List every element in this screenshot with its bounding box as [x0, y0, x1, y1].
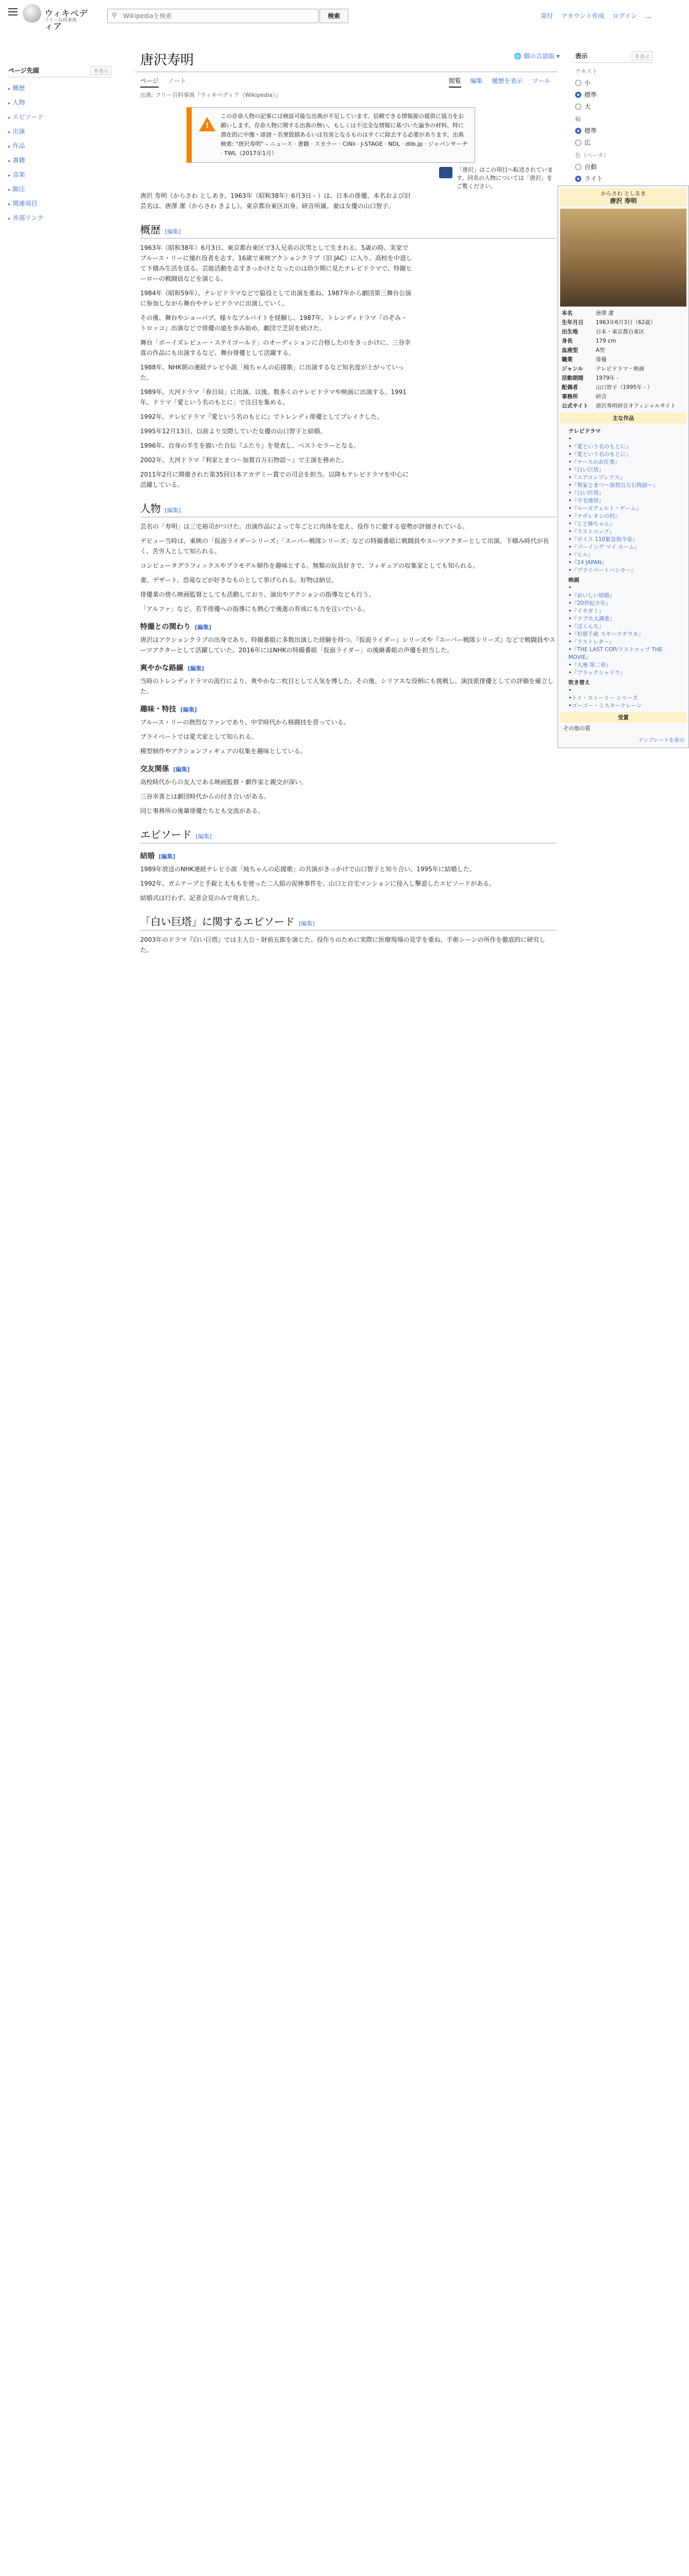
wikipedia-logo[interactable] — [23, 4, 90, 32]
toc-item[interactable] — [8, 197, 111, 211]
tab-history[interactable]: 履歴を表示 — [492, 77, 523, 84]
paragraph: 同じ事務所の後輩俳優たちとも交流がある。 — [140, 807, 264, 815]
work-link[interactable]: • 『ナースのお仕事』 — [568, 459, 684, 466]
paragraph: 1963年（昭和38年）6月3日、東京都台東区で3人兄弟の次男として生まれる。5歳の時、実家でブルース・リーに憧れ役者を志す。16歳で東映アクションクラブ（旧 JAC）に入り、高校を中退して下積み生活を送る。芸能活動を志すきっかけとなったのは幼少期に見たテレビドラマで、特撮ヒーローの戦闘員などを演じる。 — [140, 244, 412, 282]
citation-warning-text: この存命人物の記事には検証可能な出典が不足しています。信頼できる情報源の提供に協力をお願いします。存命人物に関する出典の無い、もしくは不完全な情報に基づいた論争の材料、特に潜在的に中傷・誹謗・名誉毀損あるいは有害となるものはすぐに除去する必要があります。出典検索: "唐沢寿明" – ニュース · 書籍 · スカラー · CiNii · J-STAGE · NDL · dlib.jp · ジャパンサーチ · TWL（2017年1月） — [221, 113, 468, 157]
works-voice-list — [568, 687, 684, 710]
paragraph: コンピュータグラフィックスやプラモデル制作を趣味とする。無類の玩具好きで、フィギュアの収集家としても知られる。 — [140, 562, 479, 569]
work-link[interactable]: • 『プライベートバンカー』 — [568, 567, 684, 574]
infobox-key: 生年月日 — [562, 319, 583, 326]
tab-read[interactable]: 閲覧 — [449, 77, 461, 88]
tagline: 出典: フリー百科事典『ウィキペディア（Wikipedia）』 — [140, 92, 281, 98]
work-link[interactable]: • 『愛という名のもとに』 — [568, 451, 684, 459]
radio-label: 大 — [584, 103, 591, 110]
infobox-row — [560, 364, 686, 374]
hobby-paragraphs — [135, 717, 551, 756]
toc-item[interactable] — [8, 182, 111, 197]
radio-icon — [575, 164, 581, 170]
work-link[interactable]: • 『ラストコップ』 — [568, 528, 684, 536]
paragraph: 妻、デザート、恐竜などが好きなものとして挙げられる。好物は納豆。 — [140, 577, 338, 584]
toc-item-label: 作品 — [12, 142, 25, 149]
main-menu-icon[interactable] — [8, 8, 18, 15]
work-link[interactable]: • • 『おいしい結婚』 — [568, 592, 684, 600]
appearance-title: 表示 — [575, 53, 588, 60]
infobox-table — [560, 309, 686, 411]
radio-label: 広 — [584, 139, 591, 146]
toc-list — [8, 81, 111, 226]
works-tv-label: テレビドラマ — [568, 428, 601, 434]
infobox-row — [560, 383, 686, 392]
infobox-value: 俳優 — [596, 357, 607, 363]
paragraph: 「アルファ」など、若手俳優への指導にも熱心で後進の育成にも力を注いでいる。 — [140, 605, 369, 613]
radio-option[interactable] — [575, 126, 652, 135]
infobox-row — [560, 401, 686, 411]
work-link[interactable]: • 『エアコンブレアス』 — [568, 474, 684, 482]
paragraph: 1988年、NHK朝の連続テレビ小説「純ちゃんの応援歌」に出演するなど知名度が上がっていった。 — [140, 364, 405, 381]
paragraph: その後、舞台やショーパブ、様々なアルバイトを経験し、1987年、トレンディドラマ『のぞみ・トロッコ』出演などで俳優の道を歩み始め、劇団で芝居を続けた。 — [140, 314, 408, 332]
chevron-right-icon: ▸ — [8, 87, 11, 92]
section-hobby: 趣味・特技 [編集] — [140, 705, 197, 714]
search-icon: ⚲ — [112, 12, 117, 20]
radio-label: 標準 — [584, 127, 597, 134]
search-box[interactable] — [107, 9, 318, 23]
toc-item-label: 概歴 — [12, 84, 25, 92]
paragraph: 1984年（昭和59年）、テレビドラマなどで脇役として出演を重ね、1987年から劇団第三舞台公演に参加しながら舞台やテレビドラマに出演していく。 — [140, 290, 412, 307]
chevron-right-icon: ▸ — [8, 173, 11, 178]
radio-option[interactable] — [575, 78, 652, 87]
radio-icon — [575, 128, 581, 134]
infobox-value: 日本・東京都台東区 — [596, 329, 645, 335]
radio-icon — [575, 176, 581, 182]
work-link[interactable]: • 『利家とまつ〜加賀百万石物語〜』 — [568, 482, 684, 489]
chevron-right-icon: ▸ — [8, 130, 11, 135]
section-history: 概歴 [編集] — [140, 222, 557, 239]
language-button[interactable]: 🌐 個の言語版 ▾ — [514, 53, 560, 60]
infobox-value: 1963年6月3日（62歳） — [596, 319, 656, 326]
disambiguation-text: 「唐沢」はこの項目へ転送されています。同名の人物については「唐沢」をご覧ください。 — [457, 166, 553, 190]
infobox-row — [560, 346, 686, 355]
work-link[interactable]: • • 『愛という名のもとに』 — [568, 443, 684, 451]
chevron-right-icon: ▸ — [8, 144, 11, 149]
user-links — [534, 11, 651, 20]
chevron-right-icon: ▸ — [8, 101, 11, 106]
appearance-hide-button[interactable]: 非表示 — [632, 52, 652, 60]
logo-title: ウィキペディア — [44, 9, 88, 32]
work-link[interactable]: • 『ラストレター』 — [568, 638, 684, 646]
toc-header — [8, 66, 111, 77]
section-person: 人物 [編集] — [140, 500, 557, 517]
infobox-key: ジャンル — [562, 366, 583, 372]
toc-item-label: 人物 — [12, 99, 25, 106]
radio-icon — [575, 92, 581, 98]
disambiguation-note — [439, 166, 558, 191]
radio-label: 標準 — [584, 91, 597, 98]
language-button-label: 個の言語版 — [524, 53, 555, 60]
chevron-right-icon: ▸ — [8, 188, 11, 193]
color-label: 色（ベータ） — [575, 152, 609, 159]
appearance-header — [575, 52, 652, 63]
infobox-row — [560, 355, 686, 364]
section-tokusatsu: 特撮との関わり [編集] — [140, 623, 212, 631]
works-list — [560, 423, 686, 712]
toc-item-label: 音楽 — [12, 171, 25, 178]
fresh-paragraph: 当時のトレンディドラマの流行により、爽やかな二枚目として人気を博した。その後、シリアスな役柄にも挑戦し、演技派俳優としての評価を確立した。 — [140, 677, 554, 695]
radio-label: ライト — [584, 175, 603, 182]
section-marriage: 結婚 [編集] — [140, 852, 176, 860]
work-link[interactable]: • 『THE LAST COP/ラストコップ THE MOVIE』 — [568, 646, 684, 662]
paragraph: 高校時代からの友人である映画監督・劇作家と親交が深い。 — [140, 778, 308, 786]
tab-talk[interactable]: ノート — [167, 77, 187, 84]
infobox-value: 唐沢寿明研音オフィシャルサイト — [596, 403, 676, 409]
toc-item[interactable] — [8, 81, 111, 96]
article-body-top — [135, 191, 413, 490]
paragraph: ブルース・リーの熱烈なファンであり、中学時代から格闘技を習っている。 — [140, 719, 350, 726]
infobox-key: 配偶者 — [562, 384, 578, 391]
infobox-value: 1979年 - — [596, 375, 619, 381]
infobox-row — [560, 374, 686, 383]
radio-label: 小 — [584, 79, 591, 87]
paragraph: 模型制作やアクションフィギュアの収集を趣味としている。 — [140, 748, 307, 755]
paragraph: 1995年12月13日、以前より交際していた女優の山口智子と結婚。 — [140, 428, 327, 435]
tab-edit[interactable]: 編集 — [470, 77, 483, 84]
toc-item-label: 外部リンク — [12, 214, 44, 222]
paragraph: 結婚式は行わず、記者会見のみで発表した。 — [140, 894, 264, 902]
toc-item-label: 脚注 — [12, 185, 25, 193]
paragraph: 三谷幸喜とは劇団時代からの付き合いがある。 — [140, 793, 271, 800]
paragraph: デビュー当時は、東映の「仮面ライダーシリーズ」「スーパー戦隊シリーズ」などの特撮番組に戦闘員やスーツアクターとして出演。下積み時代が長く、苦労人として知られる。 — [140, 537, 549, 555]
paragraph: 2011年2月に開催された第35回日本アカデミー賞での司会を担当。以降もテレビドラマを中心に活躍している。 — [140, 471, 409, 488]
work-link[interactable]: • 『ボイス 110緊急指令室』 — [568, 536, 684, 544]
width-options — [575, 126, 652, 147]
paragraph: 2002年、大河ドラマ『利家とまつ〜加賀百万石物語〜』で主演を務めた。 — [140, 456, 348, 464]
infobox-row — [560, 318, 686, 327]
work-link[interactable]: • • トイ・ストーリー シリーズ — [568, 694, 684, 702]
page-title: 唐沢寿明 — [140, 53, 194, 68]
toc-title[interactable]: ページ先頭 — [8, 67, 39, 74]
works-film-list — [568, 584, 684, 677]
infobox-key: 活動期間 — [562, 375, 583, 381]
toc-item-label: エピソード — [12, 113, 44, 121]
toc-item-label: 書籍 — [12, 157, 25, 164]
role-paragraph: 2003年のドラマ『白い巨塔』では主人公・財前五郎を演じた。役作りのために実際に医療現場の見学を重ね、手術シーンの所作を徹底的に研究した。 — [140, 936, 546, 954]
chevron-right-icon: ▸ — [8, 202, 11, 207]
logo-subtitle: フリー百科事典 — [44, 18, 77, 23]
login-link[interactable]: ログイン — [612, 12, 637, 20]
work-link[interactable]: • 『杉原千畝 スギハラチウネ』 — [568, 631, 684, 638]
infobox-name-kana: からさわ としあき — [600, 191, 646, 197]
infobox-key: 公式サイト — [562, 403, 589, 409]
works-voice-label: 吹き替え — [568, 680, 590, 686]
infobox-key: 血液型 — [562, 347, 578, 353]
radio-icon — [575, 140, 581, 146]
page-tabs — [135, 72, 558, 88]
template-link[interactable]: テンプレートを表示 — [638, 738, 684, 743]
infobox-title — [560, 188, 686, 207]
work-link[interactable]: • 『大奥 第二章』 — [568, 662, 684, 669]
work-link[interactable]: • 『24 JAPAN』 — [568, 559, 684, 567]
infobox-row — [560, 336, 686, 346]
paragraph: プライベートでは愛犬家として知られる。 — [140, 733, 258, 740]
infobox-key: 出生地 — [562, 329, 578, 335]
work-link[interactable]: • 『イキガミ』 — [568, 607, 684, 615]
toc-item[interactable] — [8, 139, 111, 154]
toc-item[interactable] — [8, 154, 111, 168]
paragraph: 俳優業の傍ら映画監督としても活動しており、演出やアクションの指導なども行う。 — [140, 591, 375, 598]
award-label: その他の賞 — [563, 725, 591, 732]
paragraph: 1992年、ガムテープと手錠と太ももを使った二人組の泥棒事件を、山口と自宅マンションに侵入し撃退したエピソードがある。 — [140, 880, 496, 887]
search-button[interactable]: 検索 — [320, 9, 348, 23]
friend-paragraphs — [135, 777, 551, 816]
infobox-value: A型 — [596, 347, 605, 353]
infobox-row — [560, 392, 686, 401]
appearance-panel — [575, 52, 652, 198]
section-role: 「白い巨塔」に関するエピソード [編集] — [140, 913, 557, 930]
header — [0, 0, 662, 32]
work-link[interactable]: • 『ナポレオンの村』 — [568, 513, 684, 520]
radio-option[interactable] — [575, 162, 652, 171]
infobox-row — [560, 327, 686, 336]
disambiguation-icon — [439, 167, 452, 178]
portrait-image[interactable] — [560, 209, 686, 307]
toc-item[interactable] — [8, 96, 111, 110]
work-link[interactable]: • 『白い巨塔』 — [568, 489, 684, 497]
donate-link[interactable]: 寄付 — [541, 12, 553, 20]
work-link[interactable]: • 『ゴーイング マイ ホーム』 — [568, 544, 684, 551]
section-fresh: 爽やかな路線 [編集] — [140, 664, 205, 672]
radio-label: 自動 — [584, 163, 597, 171]
works-title: 主な作品 — [560, 413, 686, 423]
paragraph: 1989年放送のNHK連続テレビ小説「純ちゃんの応援歌」の共演がきっかけで山口智子と知り合い、1995年に結婚した。 — [140, 866, 476, 873]
toc-hide-button[interactable]: 非表示 — [91, 66, 111, 75]
infobox-name: 唐沢 寿明 — [610, 197, 637, 205]
toc-item[interactable] — [8, 125, 111, 139]
radio-option[interactable] — [575, 174, 652, 183]
paragraph: 1989年、大河ドラマ「春日局」に出演。以後、数多くのテレビドラマや映画に出演する。1991年、ドラマ「愛という名のもとに」で注目を集める。 — [140, 388, 407, 406]
search-input[interactable] — [122, 11, 313, 21]
globe-icon — [23, 4, 41, 23]
toc-sidebar — [8, 66, 111, 226]
infobox-key: 身長 — [562, 338, 573, 344]
infobox-value: 唐澤 潔 — [596, 310, 614, 316]
paragraph: 1992年、テレビドラマ『愛という名のもとに』でトレンディ俳優としてブレイクした。 — [140, 413, 383, 420]
section-episode: エピソード [編集] — [140, 826, 557, 843]
infobox-value: 山口智子（1995年 - ） — [596, 384, 653, 391]
infobox-value: 研音 — [596, 394, 607, 400]
history-paragraphs — [135, 243, 413, 490]
tab-page[interactable]: ページ — [140, 77, 159, 88]
work-link[interactable]: • 『ルーズヴェルト・ゲーム』 — [568, 505, 684, 513]
chevron-right-icon: ▸ — [8, 115, 11, 121]
toc-item-label: 関連項目 — [12, 200, 38, 207]
person-paragraphs — [135, 521, 551, 614]
work-link[interactable]: • 『ヒル』 — [568, 551, 684, 559]
radio-icon — [575, 104, 581, 110]
work-link[interactable]: • ゴーゴー・ミスタークレーン — [568, 702, 684, 710]
text-size-label: テキスト — [575, 68, 598, 75]
chevron-right-icon: ▸ — [8, 216, 11, 222]
paragraph: 1996年、自身の半生を描いた自伝『ふたり』を発表し、ベストセラーとなる。 — [140, 442, 360, 449]
create-account-link[interactable]: アカウント作成 — [561, 12, 604, 20]
paragraph: 芸名の「寿明」は三宅裕司がつけた。出演作品によって年ごとに肉体を変え、役作りに徹する姿勢が評価されている。 — [140, 523, 468, 530]
radio-icon — [575, 80, 581, 86]
tokusatsu-paragraph: 唐沢はアクションクラブの出身であり、特撮番組に多数出演した経験を持つ。『仮面ライダー』シリーズや『スーパー戦隊シリーズ』などで戦闘員やスーツアクターとして活躍していた。2016年にはNHKの特撮番組「仮面ライダー」の後継番組の声優を担当した。 — [140, 636, 556, 654]
infobox-key: 本名 — [562, 310, 573, 316]
work-link[interactable]: • 『ラブホ大調査』 — [568, 615, 684, 623]
work-link[interactable]: • 『20世紀少年』 — [568, 600, 684, 607]
text-size-options — [575, 78, 652, 111]
chevron-right-icon: ▸ — [8, 159, 11, 164]
work-link[interactable]: • 『ぼくんち』 — [568, 623, 684, 631]
lead-paragraph: 唐沢 寿明（からさわ としあき、1963年（昭和38年）6月3日 - ）は、日本の俳優。本名および旧芸名は、唐澤 潔（からさわ きよし）。東京都台東区出身。研音所属。妻は女優の山口智子。 — [140, 192, 411, 210]
infobox-value: 179 cm — [596, 338, 616, 344]
paragraph: 舞台「ボーイズレビュー・ステイゴールド」のオーディションに合格したのをきっかけに、三谷幸喜の作品にも出演するなど、舞台俳優として活躍する。 — [140, 339, 411, 357]
radio-option[interactable] — [575, 90, 652, 99]
infobox-key: 事務所 — [562, 394, 578, 400]
work-link[interactable]: • 『ブラックシャドウ』 — [568, 669, 684, 677]
tab-tools[interactable]: ツール — [532, 77, 550, 84]
award-title: 受賞 — [560, 712, 686, 723]
work-link[interactable]: • 『白い巨塔』 — [568, 466, 684, 474]
infobox-key: 職業 — [562, 357, 573, 363]
work-link[interactable]: • 『とと姉ちゃん』 — [568, 520, 684, 528]
radio-option[interactable] — [575, 138, 652, 147]
works-tv-list — [568, 435, 684, 574]
toc-item[interactable] — [8, 211, 111, 226]
work-link[interactable]: • 『不毛地帯』 — [568, 497, 684, 505]
infobox — [558, 185, 689, 748]
radio-option[interactable] — [575, 102, 652, 111]
citation-warning-box — [187, 107, 475, 163]
warning-icon — [199, 117, 215, 131]
works-film-label: 映画 — [568, 577, 579, 583]
infobox-row — [560, 309, 686, 318]
section-friends: 交友関係 [編集] — [140, 765, 190, 773]
award-row — [560, 723, 686, 734]
toc-item-label: 出演 — [12, 128, 25, 135]
marriage-paragraphs — [135, 864, 551, 903]
toc-item[interactable] — [8, 110, 111, 125]
width-label: 幅 — [575, 116, 581, 123]
more-icon[interactable]: … — [645, 12, 651, 20]
infobox-value: テレビドラマ・映画 — [596, 366, 645, 372]
toc-item[interactable] — [8, 168, 111, 182]
